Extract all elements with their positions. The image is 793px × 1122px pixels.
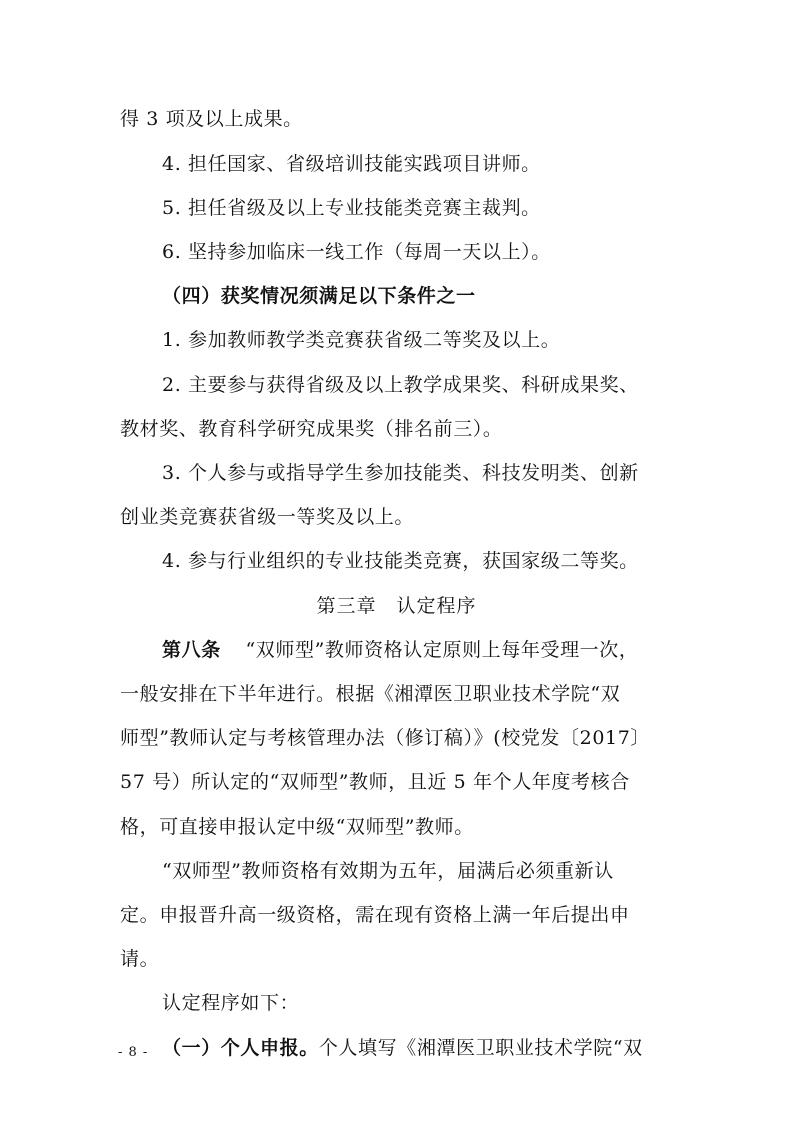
section-heading: （四）获奖情况须满足以下条件之一 (162, 285, 476, 307)
paragraph-line: 2. 主要参与获得省级及以上教学成果奖、科研成果奖、 (162, 374, 639, 396)
step-label: （一）个人申报。 (162, 1037, 319, 1059)
paragraph-line: 创业类竞赛获省级一等奖及以上。 (120, 506, 415, 528)
paragraph-line: 4. 担任国家、省级培训技能实践项目讲师。 (162, 153, 541, 175)
paragraph-line: 师型”教师认定与考核管理办法（修订稿）》(校党发〔2017〕 (120, 727, 650, 749)
paragraph-line: 请。 (120, 948, 160, 970)
article-label: 第八条 (162, 639, 221, 661)
paragraph-line: 一般安排在下半年进行。根据《湘潭医卫职业技术学院“双 (120, 683, 621, 705)
paragraph-line: 格，可直接申报认定中级“双师型”教师。 (120, 816, 474, 838)
paragraph-line: 3. 个人参与或指导学生参加技能类、科技发明类、创新 (162, 462, 639, 484)
chapter-heading: 第三章 认定程序 (316, 595, 477, 617)
paragraph-line: “双师型”教师资格有效期为五年，届满后必须重新认 (162, 860, 614, 882)
paragraph-line: 4. 参与行业组织的专业技能类竞赛，获国家级二等奖。 (162, 550, 639, 572)
step-1-line (162, 1036, 643, 1060)
paragraph-line: 6. 坚持参加临床一线工作（每周一天以上）。 (162, 241, 551, 263)
paragraph-line: 得 3 项及以上成果。 (120, 108, 303, 130)
paragraph-line: 教材奖、教育科学研究成果奖（排名前三）。 (120, 418, 503, 440)
paragraph-line: 1. 参加教师教学类竞赛获省级二等奖及以上。 (162, 329, 561, 351)
step-text: 个人填写《湘潭医卫职业技术学院“双 (318, 1037, 643, 1059)
paragraph-line: 5. 担任省级及以上专业技能类竞赛主裁判。 (162, 197, 541, 219)
page-number: - 8 - (118, 1045, 149, 1060)
paragraph-line: 57 号）所认定的“双师型”教师，且近 5 年个人年度考核合 (120, 771, 630, 793)
paragraph-line: 定。申报晋升高一级资格，需在现有资格上满一年后提出申 (120, 904, 630, 926)
article-text: “双师型”教师资格认定原则上每年受理一次， (245, 639, 639, 661)
article-8-first-line (162, 638, 638, 662)
paragraph-line: 认定程序如下： (162, 992, 300, 1014)
